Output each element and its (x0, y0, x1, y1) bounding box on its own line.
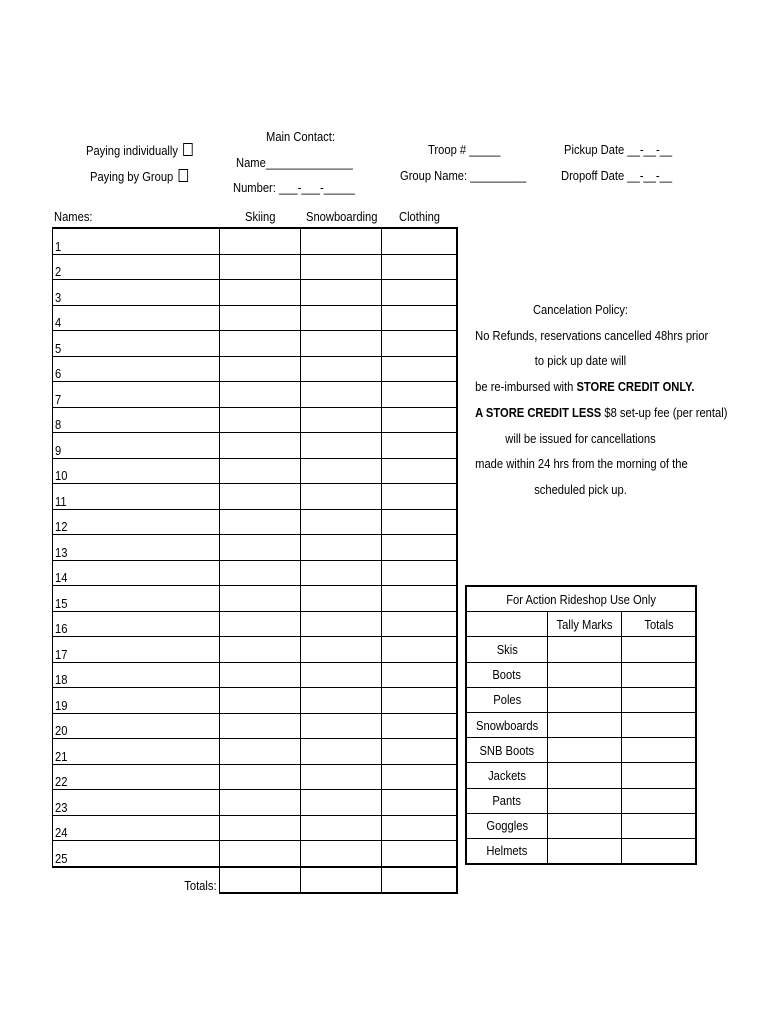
name-cell[interactable] (53, 586, 220, 612)
row-number: 18 (55, 672, 68, 687)
tally-cell[interactable] (548, 687, 622, 712)
snowboarding-total-cell[interactable] (301, 867, 382, 894)
skiing-cell[interactable] (220, 739, 301, 765)
policy-line (475, 400, 728, 426)
paying-by-group-label: Paying by Group (90, 169, 174, 184)
clothing-cell[interactable] (382, 484, 458, 510)
policy-bold-text: A STORE CREDIT LESS (475, 404, 602, 420)
skiing-cell[interactable] (220, 280, 301, 306)
row-number: 10 (55, 468, 68, 483)
clothing-cell[interactable] (382, 841, 458, 867)
table-row (53, 535, 458, 561)
tally-cell[interactable] (548, 738, 622, 763)
name-cell[interactable] (53, 458, 220, 484)
name-cell[interactable] (53, 331, 220, 357)
row-number: 2 (55, 264, 62, 279)
clothing-cell[interactable] (382, 739, 458, 765)
contact-name-field[interactable]: Name______________ (236, 155, 353, 170)
shop-total-cell[interactable] (622, 637, 697, 662)
skiing-cell[interactable] (220, 228, 301, 254)
clothing-cell[interactable] (382, 433, 458, 459)
shop-header-blank (466, 612, 548, 637)
shop-item-cell (466, 687, 548, 712)
name-cell[interactable] (53, 815, 220, 841)
shop-item-cell (466, 637, 548, 662)
table-row (53, 586, 458, 612)
policy-line (475, 374, 695, 400)
shop-total-cell[interactable] (622, 712, 697, 737)
shop-total-cell[interactable] (622, 813, 697, 838)
totals-label: Totals: (184, 878, 217, 893)
shop-title-text: For Action Rideshop Use Only (506, 591, 656, 607)
skiing-cell[interactable] (220, 764, 301, 790)
row-number: 7 (55, 391, 62, 407)
snowboarding-cell[interactable] (301, 764, 382, 790)
row-number: 12 (55, 519, 68, 534)
skiing-cell[interactable] (220, 433, 301, 459)
clothing-cell[interactable] (382, 611, 458, 637)
tally-cell[interactable] (548, 838, 622, 864)
skiing-total-cell[interactable] (220, 867, 301, 894)
clothing-cell[interactable] (382, 407, 458, 433)
table-row (53, 484, 458, 510)
table-row (53, 458, 458, 484)
table-row (53, 228, 458, 254)
shop-item-cell (466, 813, 548, 838)
paying-individually-label: Paying individually (86, 143, 178, 158)
snowboarding-cell[interactable] (301, 407, 382, 433)
skiing-header: Skiing (245, 209, 276, 224)
table-row (53, 407, 458, 433)
snowboarding-cell[interactable] (301, 458, 382, 484)
row-number: 11 (55, 493, 67, 509)
policy-title: Cancelation Policy: (532, 302, 629, 317)
name-cell[interactable] (53, 535, 220, 561)
table-row (53, 637, 458, 663)
row-number: 21 (55, 748, 68, 764)
row-number: 17 (55, 646, 68, 662)
row-number: 19 (55, 697, 68, 713)
names-table (52, 227, 458, 894)
skiing-cell[interactable] (220, 611, 301, 637)
table-row (53, 509, 458, 535)
clothing-cell[interactable] (382, 637, 458, 663)
policy-text: be re-imbursed with (475, 379, 577, 395)
name-cell[interactable] (53, 713, 220, 739)
shop-total-cell[interactable] (622, 838, 697, 864)
name-cell[interactable] (53, 560, 220, 586)
clothing-cell[interactable] (382, 764, 458, 790)
shop-total-cell[interactable] (622, 788, 697, 813)
snowboarding-header: Snowboarding (306, 209, 378, 224)
table-row (53, 841, 458, 867)
row-number: 25 (55, 850, 68, 866)
table-row (53, 611, 458, 637)
name-cell[interactable] (53, 662, 220, 688)
table-row (53, 790, 458, 816)
clothing-cell[interactable] (382, 382, 458, 408)
clothing-cell[interactable] (382, 790, 458, 816)
shop-total-cell[interactable] (622, 687, 697, 712)
snowboarding-cell[interactable] (301, 305, 382, 331)
snowboarding-cell[interactable] (301, 688, 382, 714)
tally-cell[interactable] (548, 662, 622, 687)
troop-number-field[interactable]: Troop # _____ (428, 142, 501, 157)
paying-individually-checkbox[interactable] (183, 143, 192, 156)
table-row (53, 688, 458, 714)
snowboarding-cell[interactable] (301, 815, 382, 841)
clothing-cell[interactable] (382, 815, 458, 841)
policy-bold-text: STORE CREDIT ONLY. (576, 379, 695, 395)
snowboarding-cell[interactable] (301, 254, 382, 280)
shop-item-cell (466, 712, 548, 737)
row-number: 16 (55, 621, 68, 636)
name-cell[interactable] (53, 688, 220, 714)
main-contact-label: Main Contact: (266, 129, 335, 144)
skiing-cell[interactable] (220, 331, 301, 357)
skiing-cell[interactable] (220, 560, 301, 586)
dropoff-date-field[interactable]: Dropoff Date __-__-__ (561, 168, 673, 183)
snowboarding-cell[interactable] (301, 382, 382, 408)
clothing-cell[interactable] (382, 586, 458, 612)
name-cell[interactable] (53, 637, 220, 663)
table-row (53, 382, 458, 408)
paying-individually-option[interactable] (86, 143, 193, 159)
shop-item-label: SNB Boots (479, 742, 535, 758)
snowboarding-cell[interactable] (301, 841, 382, 867)
skiing-cell[interactable] (220, 382, 301, 408)
clothing-cell[interactable] (382, 560, 458, 586)
row-number: 15 (55, 595, 68, 611)
policy-line: No Refunds, reservations cancelled 48hrs prior (475, 327, 709, 343)
shop-item-cell (466, 763, 548, 788)
snowboarding-cell[interactable] (301, 739, 382, 765)
clothing-cell[interactable] (382, 662, 458, 688)
clothing-cell[interactable] (382, 688, 458, 714)
name-cell[interactable] (53, 764, 220, 790)
shop-total-cell[interactable] (622, 662, 697, 687)
shop-use-table (465, 585, 697, 865)
snowboarding-cell[interactable] (301, 433, 382, 459)
shop-row (466, 662, 696, 687)
row-number: 20 (55, 723, 68, 738)
table-row (53, 254, 458, 280)
clothing-cell[interactable] (382, 228, 458, 254)
table-row (53, 280, 458, 306)
skiing-cell[interactable] (220, 305, 301, 331)
name-cell[interactable] (53, 790, 220, 816)
row-number: 4 (55, 315, 62, 330)
skiing-cell[interactable] (220, 458, 301, 484)
table-row (53, 815, 458, 841)
skiing-cell[interactable] (220, 662, 301, 688)
table-row (53, 662, 458, 688)
clothing-cell[interactable] (382, 713, 458, 739)
clothing-cell[interactable] (382, 535, 458, 561)
paying-by-group-option[interactable] (90, 169, 188, 185)
skiing-cell[interactable] (220, 637, 301, 663)
name-cell[interactable] (53, 407, 220, 433)
shop-row (466, 763, 696, 788)
row-number: 14 (55, 570, 68, 585)
shop-total-cell[interactable] (622, 763, 697, 788)
clothing-cell[interactable] (382, 356, 458, 382)
shop-table-title (466, 586, 696, 612)
skiing-cell[interactable] (220, 815, 301, 841)
clothing-cell[interactable] (382, 458, 458, 484)
shop-row (466, 712, 696, 737)
snowboarding-cell[interactable] (301, 637, 382, 663)
clothing-cell[interactable] (382, 254, 458, 280)
totals-label-cell (53, 867, 220, 894)
name-cell[interactable] (53, 280, 220, 306)
totals-row (53, 867, 458, 894)
name-cell[interactable] (53, 254, 220, 280)
snowboarding-cell[interactable] (301, 356, 382, 382)
tally-marks-text: Tally Marks (556, 616, 613, 632)
shop-row (466, 813, 696, 838)
table-row (53, 433, 458, 459)
row-number: 5 (55, 340, 62, 356)
shop-row (466, 637, 696, 662)
skiing-cell[interactable] (220, 535, 301, 561)
snowboarding-cell[interactable] (301, 790, 382, 816)
name-cell[interactable] (53, 611, 220, 637)
snowboarding-cell[interactable] (301, 228, 382, 254)
skiing-cell[interactable] (220, 586, 301, 612)
paying-by-group-checkbox[interactable] (178, 169, 187, 182)
clothing-cell[interactable] (382, 331, 458, 357)
shop-item-cell (466, 662, 548, 687)
clothing-cell[interactable] (382, 280, 458, 306)
clothing-cell[interactable] (382, 305, 458, 331)
table-row (53, 560, 458, 586)
name-cell[interactable] (53, 433, 220, 459)
name-cell[interactable] (53, 841, 220, 867)
skiing-cell[interactable] (220, 841, 301, 867)
snowboarding-cell[interactable] (301, 586, 382, 612)
shop-row (466, 687, 696, 712)
name-cell[interactable] (53, 305, 220, 331)
policy-line: will be issued for cancellations (505, 430, 656, 446)
snowboarding-cell[interactable] (301, 280, 382, 306)
name-cell[interactable] (53, 739, 220, 765)
snowboarding-cell[interactable] (301, 662, 382, 688)
snowboarding-cell[interactable] (301, 713, 382, 739)
row-number: 13 (55, 544, 68, 560)
skiing-cell[interactable] (220, 509, 301, 535)
row-number: 24 (55, 825, 68, 840)
pickup-date-field[interactable]: Pickup Date __-__-__ (564, 142, 673, 157)
name-cell[interactable] (53, 356, 220, 382)
shop-row (466, 738, 696, 763)
skiing-cell[interactable] (220, 407, 301, 433)
tally-cell[interactable] (548, 788, 622, 813)
snowboarding-cell[interactable] (301, 509, 382, 535)
cancellation-policy (458, 297, 728, 503)
policy-text: $8 set-up fee (per rental) (601, 404, 728, 420)
shop-item-label: Jackets (488, 767, 526, 783)
table-row (53, 739, 458, 765)
shop-item-label: Skis (496, 641, 518, 657)
shop-totals-header (622, 612, 697, 637)
tally-cell[interactable] (548, 712, 622, 737)
shop-item-label: Pants (492, 793, 522, 809)
row-number: 22 (55, 774, 68, 789)
names-header: Names: (54, 209, 93, 224)
tally-cell[interactable] (548, 813, 622, 838)
shop-item-label: Helmets (486, 843, 528, 859)
row-number: 1 (55, 238, 62, 254)
contact-number-field[interactable]: Number: ___-___-_____ (233, 180, 355, 195)
skiing-cell[interactable] (220, 790, 301, 816)
shop-item-label: Snowboards (475, 717, 539, 733)
skiing-cell[interactable] (220, 356, 301, 382)
row-number: 3 (55, 289, 62, 305)
snowboarding-cell[interactable] (301, 611, 382, 637)
shop-row (466, 838, 696, 864)
table-row (53, 305, 458, 331)
name-cell[interactable] (53, 382, 220, 408)
policy-line: made within 24 hrs from the morning of the (475, 456, 688, 472)
tally-cell[interactable] (548, 637, 622, 662)
row-number: 23 (55, 799, 68, 815)
policy-line: scheduled pick up. (534, 481, 627, 497)
clothing-header: Clothing (399, 209, 441, 224)
policy-line: to pick up date will (534, 353, 627, 369)
name-cell[interactable] (53, 509, 220, 535)
table-row (53, 331, 458, 357)
group-name-field[interactable]: Group Name: _________ (400, 168, 527, 183)
snowboarding-cell[interactable] (301, 535, 382, 561)
table-row (53, 764, 458, 790)
shop-item-cell (466, 838, 548, 864)
clothing-cell[interactable] (382, 509, 458, 535)
row-number: 6 (55, 366, 62, 381)
snowboarding-cell[interactable] (301, 484, 382, 510)
snowboarding-cell[interactable] (301, 560, 382, 586)
row-number: 8 (55, 417, 62, 432)
skiing-cell[interactable] (220, 713, 301, 739)
shop-row (466, 788, 696, 813)
clothing-total-cell[interactable] (382, 867, 458, 894)
shop-item-cell (466, 788, 548, 813)
name-cell[interactable] (53, 228, 220, 254)
shop-totals-text: Totals (643, 616, 674, 632)
tally-cell[interactable] (548, 763, 622, 788)
snowboarding-cell[interactable] (301, 331, 382, 357)
shop-item-label: Goggles (486, 818, 528, 834)
shop-item-label: Poles (493, 692, 521, 708)
table-row (53, 356, 458, 382)
row-number: 9 (55, 442, 62, 458)
shop-item-label: Boots (492, 667, 522, 683)
shop-total-cell[interactable] (622, 738, 697, 763)
skiing-cell[interactable] (220, 254, 301, 280)
skiing-cell[interactable] (220, 484, 301, 510)
tally-marks-header (548, 612, 622, 637)
table-row (53, 713, 458, 739)
name-cell[interactable] (53, 484, 220, 510)
skiing-cell[interactable] (220, 688, 301, 714)
shop-item-cell (466, 738, 548, 763)
